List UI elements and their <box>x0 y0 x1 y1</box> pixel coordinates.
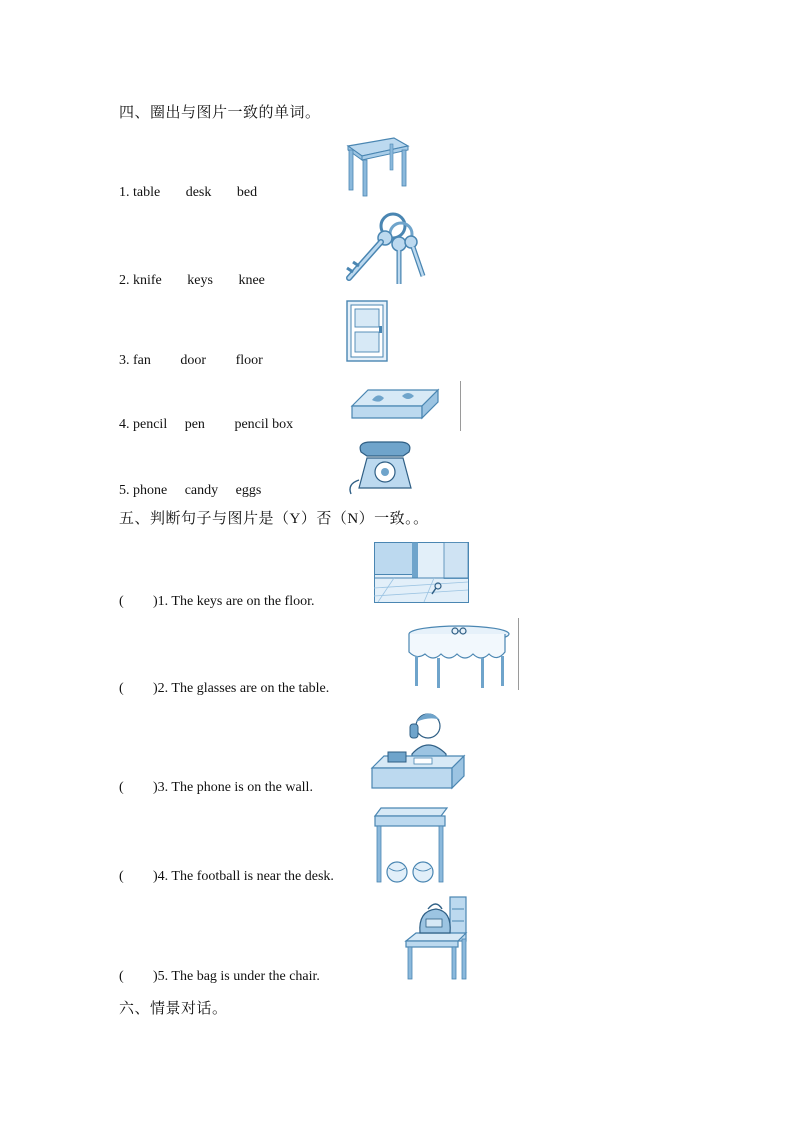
word-option[interactable]: phone <box>133 483 168 498</box>
phone-icon <box>345 440 425 498</box>
word-option[interactable]: keys <box>187 273 213 288</box>
pencil-box-icon <box>350 384 440 428</box>
answer-blank-close: ) <box>153 681 158 696</box>
statement-row-1 <box>119 594 314 610</box>
keys-icon <box>341 210 433 288</box>
word-row-2 <box>119 273 265 289</box>
item-number: 1. <box>157 594 169 609</box>
answer-blank-close: ) <box>153 780 158 795</box>
answer-blank[interactable]: ( <box>119 969 124 984</box>
answer-blank-close: ) <box>153 969 158 984</box>
word-option[interactable]: eggs <box>235 483 262 498</box>
table-icon <box>342 136 412 198</box>
door-icon <box>346 300 390 362</box>
section4-heading: 四、圈出与图片一致的单词。 <box>119 105 321 121</box>
item-number: 4. <box>157 869 169 884</box>
item-number: 2. <box>157 681 169 696</box>
keys-on-floor-icon <box>374 542 470 604</box>
answer-blank[interactable]: ( <box>119 869 124 884</box>
divider-line <box>460 381 461 431</box>
answer-blank-close: ) <box>153 869 158 884</box>
statement-text: The football is near the desk. <box>171 869 334 884</box>
word-option[interactable]: fan <box>133 353 151 368</box>
balls-under-desk-icon <box>373 808 449 884</box>
glasses-on-table-icon <box>405 622 517 692</box>
item-number: 4. <box>119 417 130 432</box>
item-number: 3. <box>157 780 169 795</box>
answer-blank[interactable]: ( <box>119 780 124 795</box>
word-option[interactable]: candy <box>184 483 219 498</box>
word-row-4 <box>119 417 293 433</box>
statement-text: The glasses are on the table. <box>171 681 330 696</box>
statement-text: The phone is on the wall. <box>171 780 313 795</box>
item-number: 1. <box>119 185 130 200</box>
bag-on-chair-icon <box>402 893 472 983</box>
statement-row-4 <box>119 869 334 885</box>
boy-on-phone-icon <box>370 706 466 794</box>
word-row-3 <box>119 353 263 369</box>
statement-text: The bag is under the chair. <box>171 969 320 984</box>
statement-row-2 <box>119 681 329 697</box>
answer-blank[interactable]: ( <box>119 594 124 609</box>
statement-row-3 <box>119 780 313 796</box>
section5-heading: 五、判断句子与图片是（Y）否（N）一致。。 <box>119 511 429 527</box>
word-option[interactable]: bed <box>236 185 258 200</box>
word-option[interactable]: knife <box>133 273 162 288</box>
word-row-5 <box>119 483 261 499</box>
item-number: 5. <box>157 969 169 984</box>
word-option[interactable]: pencil <box>133 417 168 432</box>
word-option[interactable]: desk <box>185 185 212 200</box>
section6-heading: 六、情景对话。 <box>119 1001 228 1017</box>
word-option[interactable]: pencil box <box>234 417 294 432</box>
item-number: 2. <box>119 273 130 288</box>
word-option[interactable]: knee <box>238 273 265 288</box>
divider-line <box>518 618 519 690</box>
word-option[interactable]: pen <box>184 417 205 432</box>
word-option[interactable]: door <box>180 353 207 368</box>
word-row-1 <box>119 185 257 201</box>
answer-blank[interactable]: ( <box>119 681 124 696</box>
item-number: 3. <box>119 353 130 368</box>
item-number: 5. <box>119 483 130 498</box>
word-option[interactable]: floor <box>235 353 263 368</box>
statement-text: The keys are on the floor. <box>171 594 315 609</box>
word-option[interactable]: table <box>133 185 161 200</box>
statement-row-5 <box>119 969 320 985</box>
answer-blank-close: ) <box>153 594 158 609</box>
